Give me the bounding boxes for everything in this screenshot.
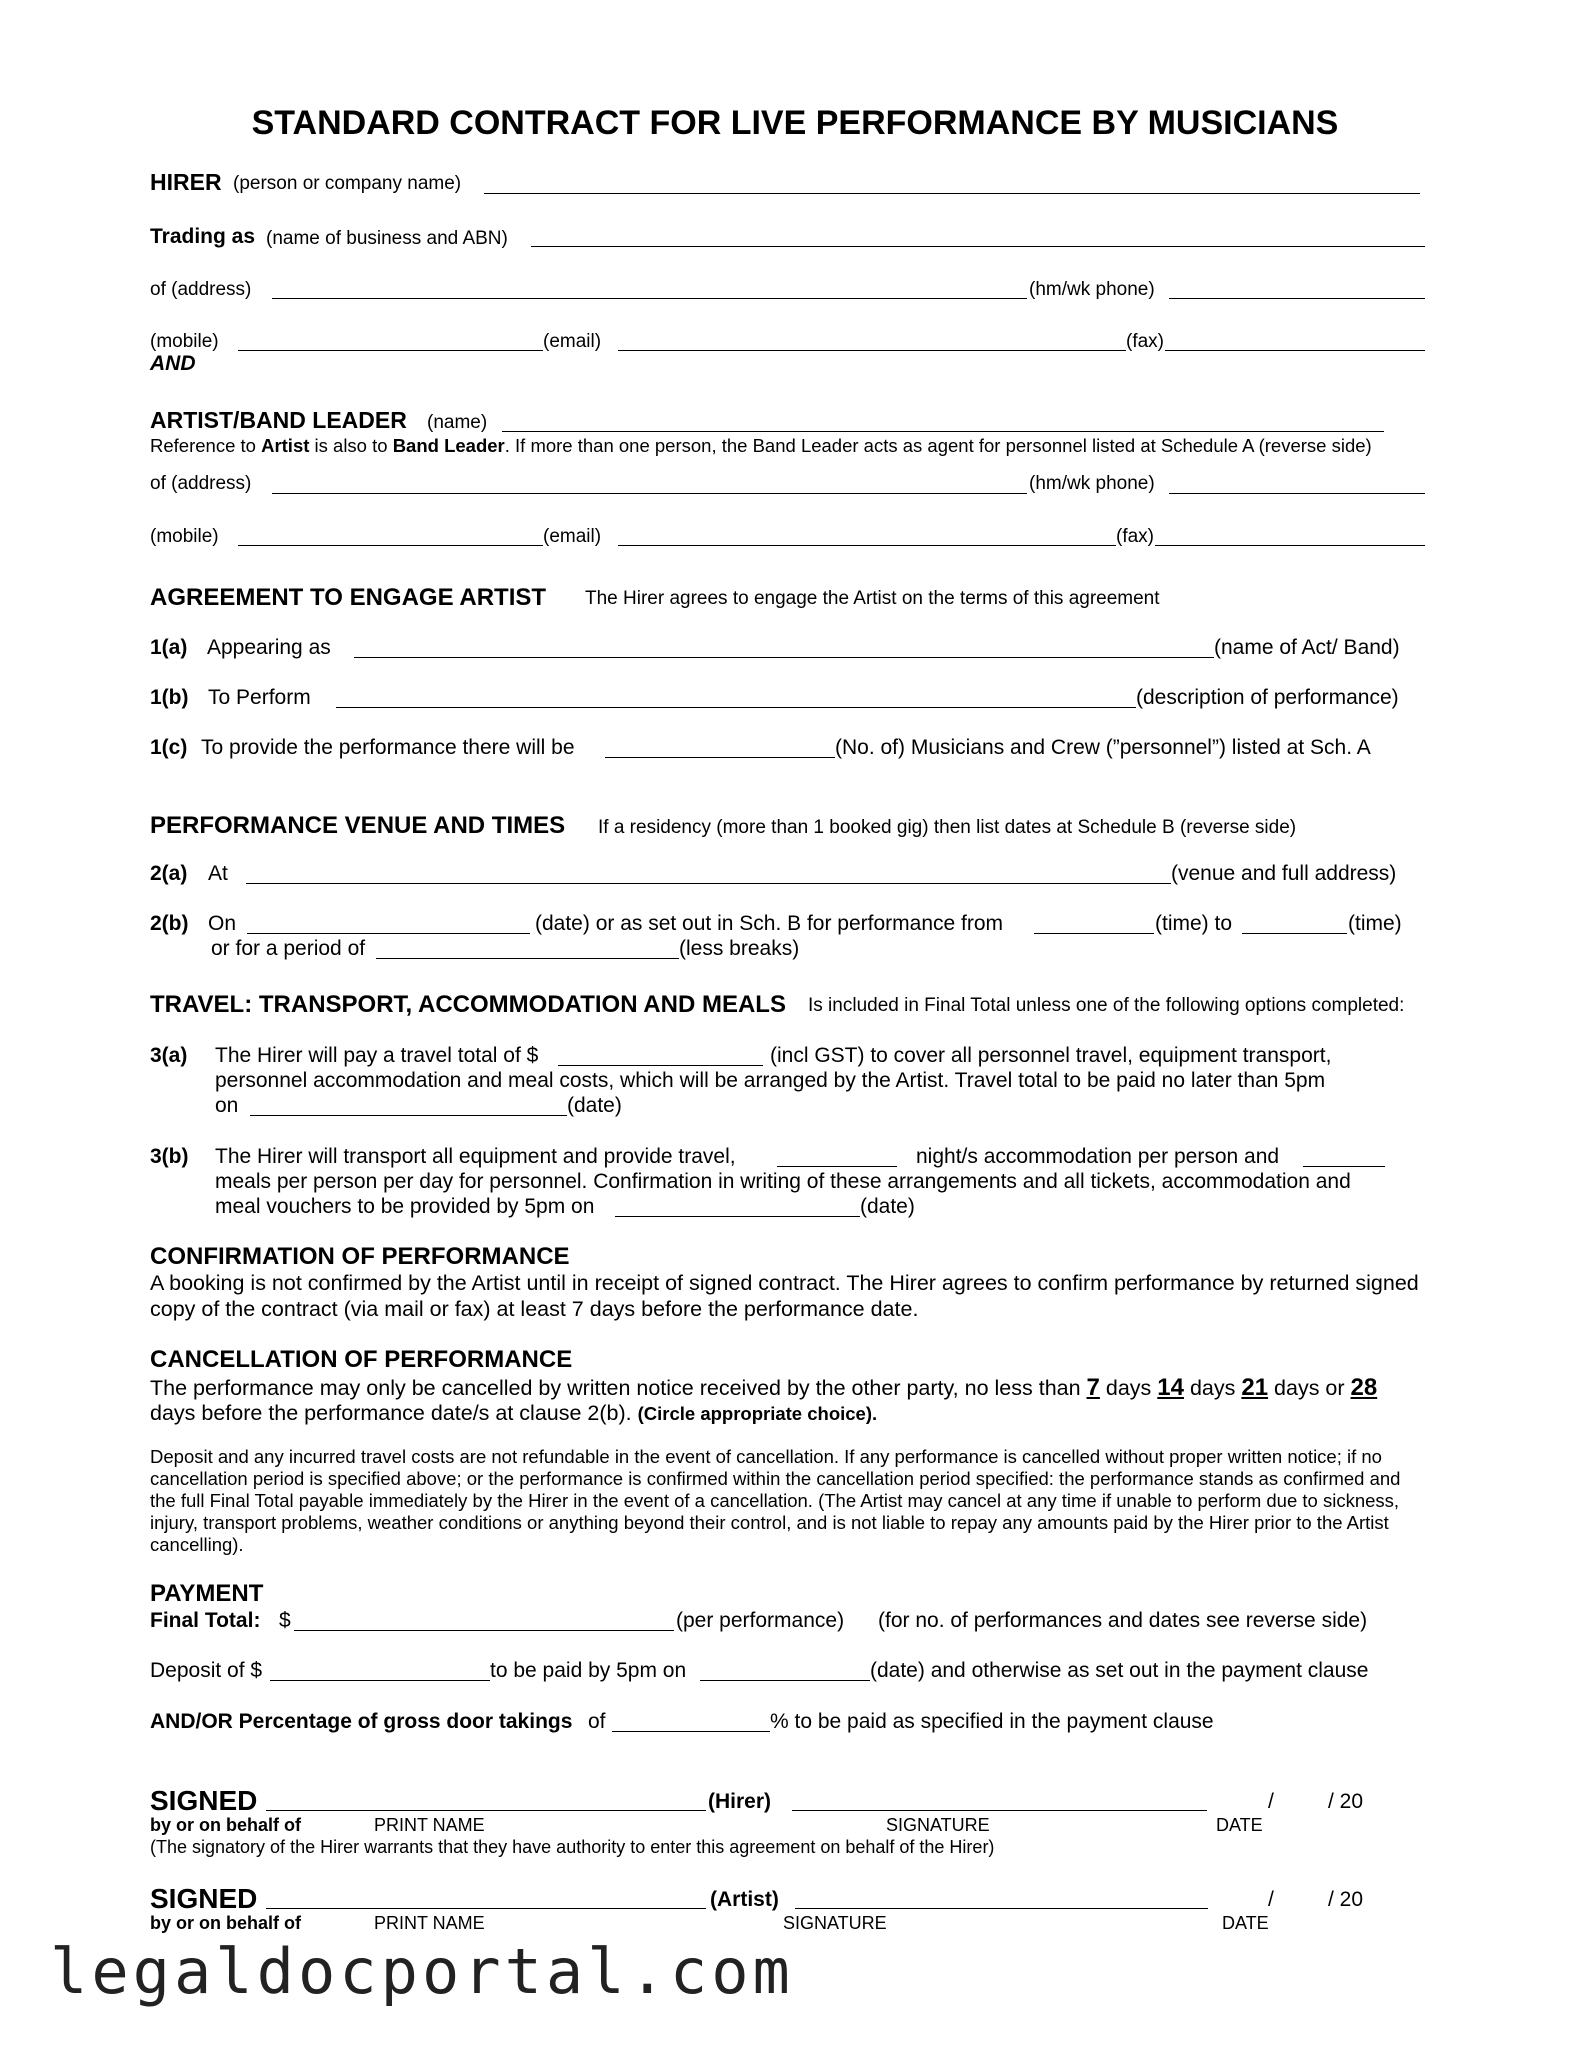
- period-field[interactable]: [376, 958, 679, 959]
- and-label: AND: [150, 352, 196, 375]
- artist-mobile-field[interactable]: [238, 545, 543, 546]
- clause-2a-label: At: [208, 862, 228, 885]
- venue-intro: If a residency (more than 1 booked gig) then list dates at Schedule B (reverse side): [598, 817, 1297, 838]
- trading-label: Trading as: [150, 225, 256, 248]
- clause-3a-line3-pre: on: [215, 1094, 239, 1117]
- deposit-mid: to be paid by 5pm on: [490, 1659, 687, 1682]
- percentage-label: AND/OR Percentage of gross door takings: [150, 1710, 573, 1733]
- hirer-authority-note: (The signatory of the Hirer warrants that they have authority to enter this agreement on behalf of the Hirer): [150, 1837, 995, 1857]
- clause-1c-number: 1(c): [150, 736, 188, 759]
- clause-3a-line2: personnel accommodation and meal costs, which will be arranged by the Artist. Travel total to be paid no later than 5pm: [215, 1069, 1326, 1092]
- final-total-field[interactable]: [294, 1630, 674, 1631]
- start-time-field[interactable]: [1034, 933, 1154, 934]
- clause-1a-hint: (name of Act/ Band): [1214, 636, 1400, 659]
- artist-phone-field[interactable]: [1169, 493, 1425, 494]
- final-total-per: (per performance): [676, 1609, 845, 1632]
- clause-1b-hint: (description of performance): [1136, 686, 1399, 709]
- hirer-fax-label: (fax): [1126, 331, 1164, 352]
- percentage-post: % to be paid as specified in the payment clause: [770, 1710, 1214, 1733]
- artist-address-field[interactable]: [272, 493, 1027, 494]
- clause-1b-number: 1(b): [150, 686, 189, 709]
- hirer-signature-caption: SIGNATURE: [886, 1815, 990, 1835]
- hirer-email-label: (email): [543, 331, 602, 352]
- deposit-label: Deposit of $: [150, 1659, 263, 1682]
- artist-reference-note: Reference to Artist is also to Band Leader. If more than one person, the Band Leader acts as agent for personnel listed at Schedule A (reverse side): [150, 435, 1372, 456]
- trading-field[interactable]: [531, 246, 1425, 247]
- venue-address-field[interactable]: [246, 883, 1171, 884]
- clause-3b-line2: meals per person per day for personnel. Confirmation in writing of these arrangements and all tickets, accommodation and: [215, 1170, 1351, 1193]
- hirer-date-year: / 20: [1328, 1790, 1364, 1813]
- percentage-of: of: [588, 1710, 606, 1733]
- artist-phone-label: (hm/wk phone): [1029, 473, 1155, 494]
- clause-1a-label: Appearing as: [207, 636, 331, 659]
- artist-fax-field[interactable]: [1155, 545, 1425, 546]
- artist-behalf-label: by or on behalf of: [150, 1913, 301, 1933]
- artist-date-caption: DATE: [1222, 1913, 1269, 1933]
- confirmation-heading: CONFIRMATION OF PERFORMANCE: [150, 1243, 570, 1270]
- travel-total-field[interactable]: [558, 1065, 763, 1066]
- artist-label: ARTIST/BAND LEADER: [150, 407, 407, 433]
- artist-print-name-field[interactable]: [266, 1908, 706, 1909]
- meals-field[interactable]: [1303, 1166, 1385, 1167]
- cancellation-line2: days before the performance date/s at clause 2(b). (Circle appropriate choice).: [150, 1401, 878, 1425]
- artist-date-year: / 20: [1328, 1888, 1364, 1911]
- hirer-email-field[interactable]: [618, 350, 1126, 351]
- performance-description-field[interactable]: [336, 707, 1136, 708]
- artist-name-field[interactable]: [502, 431, 1384, 432]
- travel-intro: Is included in Final Total unless one of the following options completed:: [808, 995, 1405, 1016]
- artist-date-slash: /: [1268, 1888, 1274, 1911]
- travel-heading: TRAVEL: TRANSPORT, ACCOMMODATION AND MEALS: [150, 991, 786, 1018]
- confirmation-text: A booking is not confirmed by the Artist until in receipt of signed contract. The Hirer agrees to confirm performance by returned signed copy of the contract (via mail or fax) at least 7 days before the performance date.: [150, 1271, 1419, 1321]
- clause-3b-line3-pre: meal vouchers to be provided by 5pm on: [215, 1195, 595, 1218]
- clause-3b-line3-post: (date): [860, 1195, 915, 1218]
- cancellation-line1: The performance may only be cancelled by written notice received by the other party, no less than 7 days 14 days 21 days or 28: [150, 1374, 1378, 1401]
- artist-email-field[interactable]: [618, 545, 1116, 546]
- hirer-name-hint: (person or company name): [233, 173, 462, 194]
- hirer-behalf-label: by or on behalf of: [150, 1815, 301, 1835]
- artist-signed-label: SIGNED: [150, 1883, 258, 1914]
- hirer-phone-label: (hm/wk phone): [1029, 279, 1155, 300]
- artist-mobile-label: (mobile): [150, 526, 219, 547]
- cancel-option-21[interactable]: 21: [1241, 1374, 1269, 1401]
- travel-pay-date-field[interactable]: [250, 1115, 567, 1116]
- final-total-note: (for no. of performances and dates see reverse side): [878, 1609, 1368, 1632]
- act-name-field[interactable]: [354, 657, 1214, 658]
- watermark: legaldocportal.com: [50, 1935, 794, 2008]
- clause-3b-line1-mid: night/s accommodation per person and: [916, 1145, 1280, 1168]
- hirer-phone-field[interactable]: [1169, 298, 1425, 299]
- hirer-print-name-field[interactable]: [266, 1810, 706, 1811]
- artist-signature-caption: SIGNATURE: [783, 1913, 887, 1933]
- clause-1c-hint: (No. of) Musicians and Crew (”personnel”) listed at Sch. A: [835, 736, 1371, 759]
- clause-2a-number: 2(a): [150, 862, 188, 885]
- confirmation-date-field[interactable]: [615, 1216, 860, 1217]
- final-total-dollar: $: [279, 1609, 291, 1632]
- agreement-heading: AGREEMENT TO ENGAGE ARTIST: [150, 584, 547, 611]
- artist-role-label: (Artist): [710, 1888, 779, 1911]
- deposit-field[interactable]: [270, 1680, 490, 1681]
- clause-3a-line3-post: (date): [567, 1094, 622, 1117]
- clause-3a-number: 3(a): [150, 1044, 188, 1067]
- clause-2b-number: 2(b): [150, 912, 189, 935]
- hirer-role-label: (Hirer): [708, 1790, 772, 1813]
- clause-2b-mid: (date) or as set out in Sch. B for performance from: [535, 912, 1004, 935]
- artist-print-name-caption: PRINT NAME: [374, 1913, 485, 1933]
- hirer-name-field[interactable]: [484, 193, 1420, 194]
- cancel-option-14[interactable]: 14: [1157, 1374, 1184, 1401]
- hirer-mobile-field[interactable]: [238, 350, 543, 351]
- hirer-date-slash: /: [1268, 1790, 1274, 1813]
- final-total-label: Final Total:: [150, 1609, 261, 1632]
- hirer-print-name-caption: PRINT NAME: [374, 1815, 485, 1835]
- clause-2b-breaks: (less breaks): [679, 937, 800, 960]
- hirer-signature-field[interactable]: [792, 1810, 1207, 1811]
- artist-name-hint: (name): [427, 412, 488, 433]
- artist-email-label: (email): [543, 526, 602, 547]
- venue-heading: PERFORMANCE VENUE AND TIMES: [150, 812, 566, 839]
- artist-fax-label: (fax): [1116, 526, 1154, 547]
- hirer-address-field[interactable]: [272, 298, 1027, 299]
- hirer-signed-label: SIGNED: [150, 1785, 258, 1816]
- hirer-date-caption: DATE: [1216, 1815, 1263, 1835]
- cancel-option-7[interactable]: 7: [1086, 1374, 1100, 1401]
- clause-2b-time1: (time) to: [1155, 912, 1233, 935]
- end-time-field[interactable]: [1242, 933, 1347, 934]
- clause-2b-time2: (time): [1348, 912, 1402, 935]
- clause-3a-line1-pre: The Hirer will pay a travel total of $: [215, 1044, 539, 1067]
- clause-2a-hint: (venue and full address): [1171, 862, 1397, 885]
- artist-signature-field[interactable]: [795, 1908, 1208, 1909]
- trading-hint: (name of business and ABN): [266, 228, 508, 249]
- clause-2b-period: or for a period of: [211, 937, 366, 960]
- hirer-mobile-label: (mobile): [150, 331, 219, 352]
- artist-address-label: of (address): [150, 473, 252, 494]
- cancel-option-28[interactable]: 28: [1350, 1374, 1378, 1401]
- percentage-field[interactable]: [612, 1731, 770, 1732]
- clause-3b-line1-pre: The Hirer will transport all equipment and provide travel,: [215, 1145, 736, 1168]
- cancellation-terms: Deposit and any incurred travel costs are not refundable in the event of cancellation. If any performance is cancelled without proper written notice; if no cancellation period is specified above; or the performance is confirmed within the cancellation period specified: the performance stands as confirmed and the full Final Total payable immediately by the Hirer in the event of a cancellation. (The Artist may cancel at any time if unable to perform due to sickness, injury, transport problems, weather conditions or anything beyond their control, and is not liable to repay any amounts paid by the Hirer prior to the Artist cancelling).: [150, 1446, 1401, 1555]
- clause-1c-label: To provide the performance there will be: [201, 736, 575, 759]
- hirer-label: HIRER: [150, 169, 222, 195]
- clause-3b-number: 3(b): [150, 1145, 189, 1168]
- personnel-count-field[interactable]: [605, 757, 835, 758]
- clause-1a-number: 1(a): [150, 636, 188, 659]
- performance-date-field[interactable]: [247, 933, 530, 934]
- hirer-address-label: of (address): [150, 279, 252, 300]
- deposit-date-field[interactable]: [700, 1680, 870, 1681]
- agreement-intro: The Hirer agrees to engage the Artist on the terms of this agreement: [585, 588, 1160, 609]
- hirer-fax-field[interactable]: [1165, 350, 1425, 351]
- payment-heading: PAYMENT: [150, 1580, 264, 1607]
- clause-1b-label: To Perform: [208, 686, 311, 709]
- nights-field[interactable]: [777, 1166, 897, 1167]
- clause-2b-label: On: [208, 912, 237, 935]
- cancellation-heading: CANCELLATION OF PERFORMANCE: [150, 1346, 573, 1373]
- clause-3a-line1-post: (incl GST) to cover all personnel travel, equipment transport,: [770, 1044, 1332, 1067]
- page-title: STANDARD CONTRACT FOR LIVE PERFORMANCE BY MUSICIANS: [251, 104, 1339, 142]
- deposit-post: (date) and otherwise as set out in the payment clause: [870, 1659, 1369, 1682]
